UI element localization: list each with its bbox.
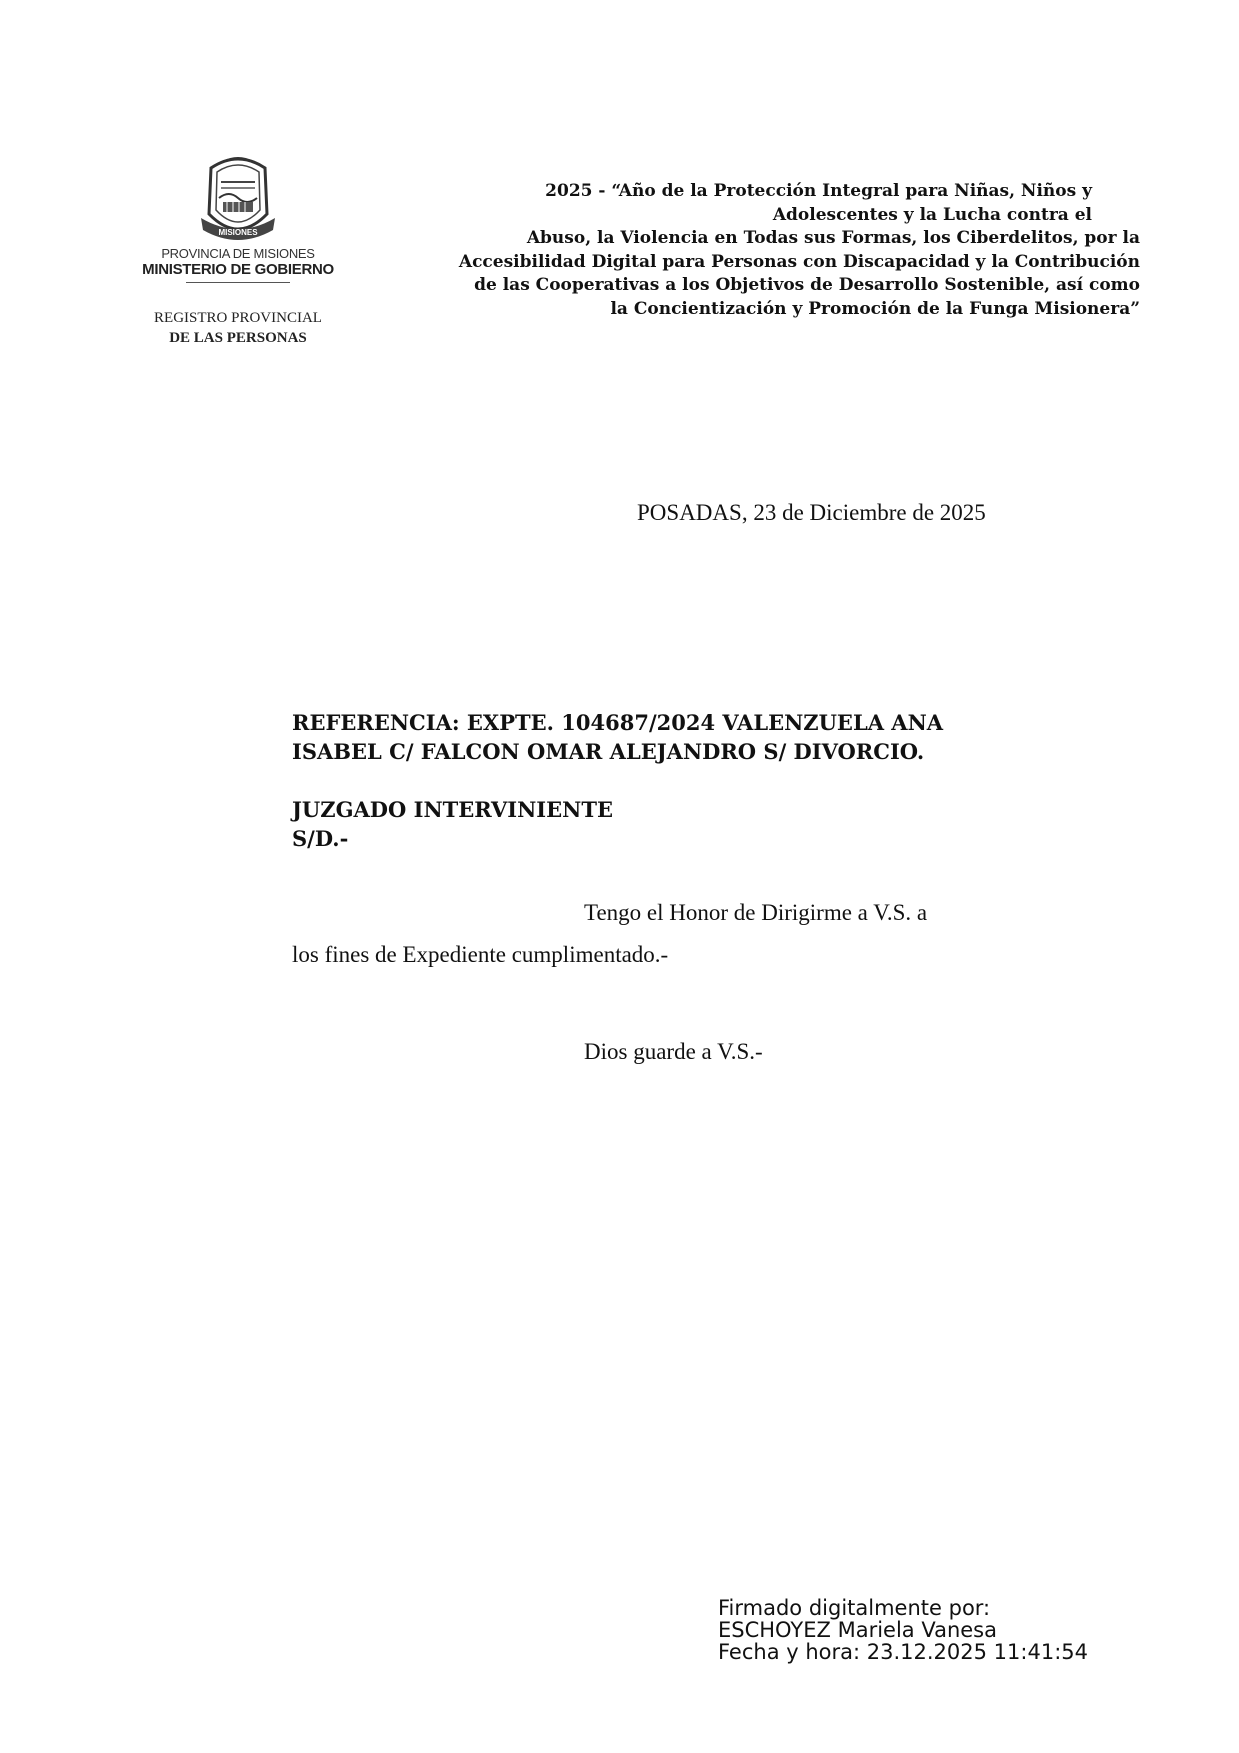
- letterhead-divider: [186, 282, 290, 283]
- motto-line: de las Cooperativas a los Objetivos de Desarrollo Sostenible, así como: [474, 275, 1140, 295]
- provincial-seal-icon: [193, 148, 283, 248]
- province-name: PROVINCIA DE MISIONES: [161, 246, 315, 261]
- motto-line: Abuso, la Violencia en Todas sus Formas, los Ciberdelitos, por la: [526, 228, 1140, 248]
- reference-line-2: ISABEL C/ FALCON OMAR ALEJANDRO S/ DIVORCIO.: [292, 739, 925, 764]
- registry-line-2: DE LAS PERSONAS: [169, 330, 307, 346]
- closing-formula: Dios guarde a V.S.-: [584, 1039, 763, 1064]
- registry-name: [118, 308, 358, 348]
- addressee-block: [292, 795, 613, 853]
- signature-line-3: Fecha y hora: 23.12.2025 11:41:54: [718, 1640, 1088, 1664]
- digital-signature: [718, 1597, 1088, 1663]
- addressee-line-1: JUZGADO INTERVINIENTE: [292, 797, 613, 822]
- signature-line-1: Firmado digitalmente por:: [718, 1596, 991, 1620]
- body-paragraph-line-2: los fines de Expediente cumplimentado.-: [292, 942, 669, 967]
- place-date: POSADAS, 23 de Diciembre de 2025: [637, 500, 986, 525]
- body-paragraph-line-1: Tengo el Honor de Dirigirme a V.S. a: [584, 900, 928, 925]
- reference-block: [292, 708, 943, 766]
- motto-line: Adolescentes y la Lucha contra el: [772, 204, 1092, 225]
- registry-line-1: REGISTRO PROVINCIAL: [154, 310, 322, 326]
- year-motto: [340, 180, 1140, 321]
- seal-ribbon-text: MISIONES: [218, 228, 258, 237]
- motto-line: la Concientización y Promoción de la Funga Misionera”: [610, 298, 1140, 319]
- motto-line: 2025 - “Año de la Protección Integral para Niñas, Niños y: [545, 181, 1092, 201]
- motto-line: Accesibilidad Digital para Personas con Discapacidad y la Contribución: [458, 251, 1140, 272]
- ministry-name: MINISTERIO DE GOBIERNO: [142, 261, 334, 278]
- addressee-line-2: S/D.-: [292, 826, 349, 851]
- reference-line-1: REFERENCIA: EXPTE. 104687/2024 VALENZUELA ANA: [292, 710, 944, 735]
- signature-line-2: ESCHOYEZ Mariela Vanesa: [718, 1618, 997, 1642]
